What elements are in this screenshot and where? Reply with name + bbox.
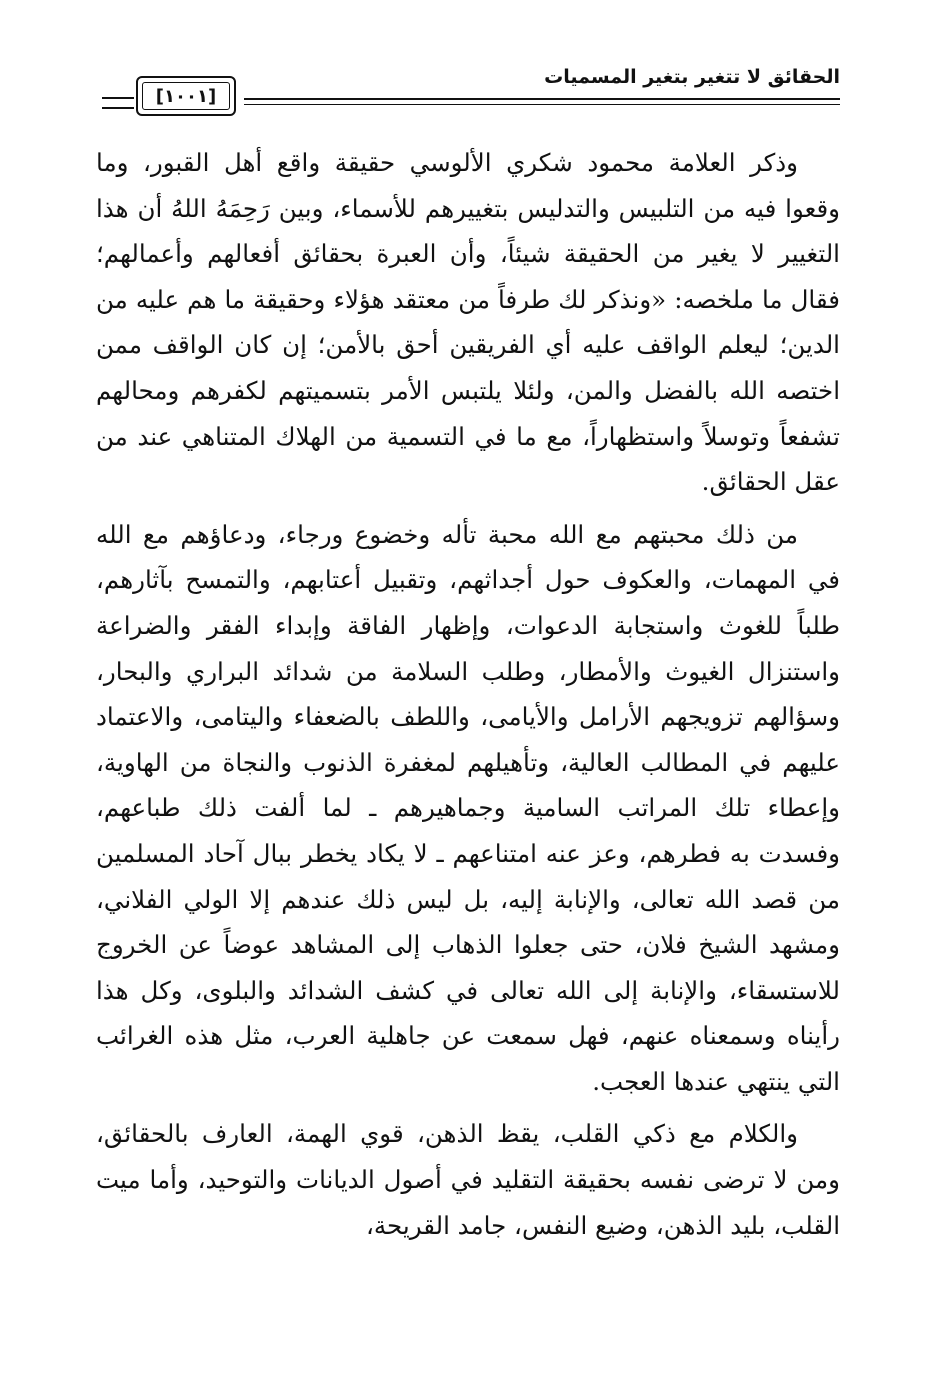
running-title: الحقائق لا تتغير بتغير المسميات — [544, 66, 840, 88]
body-text — [96, 140, 840, 1255]
page-header — [96, 58, 840, 120]
paragraph: والكلام مع ذكي القلب، يقظ الذهن، قوي الهمة، العارف بالحقائق، ومن لا ترضى نفسه بحقيقة التقليد في أصول الديانات والتوحيد، وأما ميت القلب، بليد الذهن، وضيع النفس، جامد القريحة، — [96, 1119, 840, 1240]
page-number-frame — [136, 76, 236, 116]
header-decor-lines — [102, 97, 134, 109]
paragraph: من ذلك محبتهم مع الله محبة تأله وخضوع ورجاء، ودعاؤهم مع الله في المهمات، والعكوف حول أجداثهم، وتقبيل أعتابهم، والتمسح بآثارهم، طلباً للغوث واستجابة الدعوات، وإظهار الفاقة وإبداء الفقر والضراعة واستنزال الغيوث والأمطار، وطلب السلامة من شدائد البراري والبحار، وسؤالهم تزويجهم الأرامل والأيامى، واللطف بالضعفاء واليتامى، والاعتماد عليهم في المطالب العالية، وتأهيلهم لمغفرة الذنوب والنجاة من الهاوية، وإعطاء تلك المراتب السامية وجماهيرهم ـ لما ألفت ذلك طباعهم، وفسدت به فطرهم، وعز عنه امتناعهم ـ لا يكاد يخطر ببال آحاد المسلمين من قصد الله تعالى، والإنابة إليه، بل ليس ذلك عندهم إلا الولي الفلاني، ومشهد الشيخ فلان، حتى جعلوا الذهاب إلى المشاهد عوضاً عن الخروج للاستسقاء، والإنابة إلى الله تعالى في كشف الشدائد والبلوى، وكل هذا رأيناه وسمعناه عنهم، فهل سمعت عن جاهلية العرب، مثل هذه الغرائب التي ينتهي عندها العجب. — [96, 519, 840, 1096]
page-number: [١٠٠١] — [142, 82, 230, 110]
paragraph: وذكر العلامة محمود شكري الألوسي حقيقة واقع أهل القبور، وما وقعوا فيه من التلبيس والتدليس بتغييرهم للأسماء، وبين رَحِمَهُ اللهُ أن هذا التغيير لا يغير من الحقيقة شيئاً، وأن العبرة بحقائق أفعالهم وأعمالهم؛ فقال ما ملخصه: «ونذكر لك طرفاً من معتقد هؤلاء وحقيقة ما هم عليه من الدين؛ ليعلم الواقف عليه أي الفريقين أحق بالأمن؛ إن كان الواقف ممن اختصه الله بالفضل والمن، ولئلا يلتبس الأمر بتسميتهم لكفرهم ومحالهم تشفعاً وتوسلاً واستظهاراً، مع ما في التسمية من الهلاك المتناهي عند من عقل الحقائق. — [96, 148, 840, 497]
